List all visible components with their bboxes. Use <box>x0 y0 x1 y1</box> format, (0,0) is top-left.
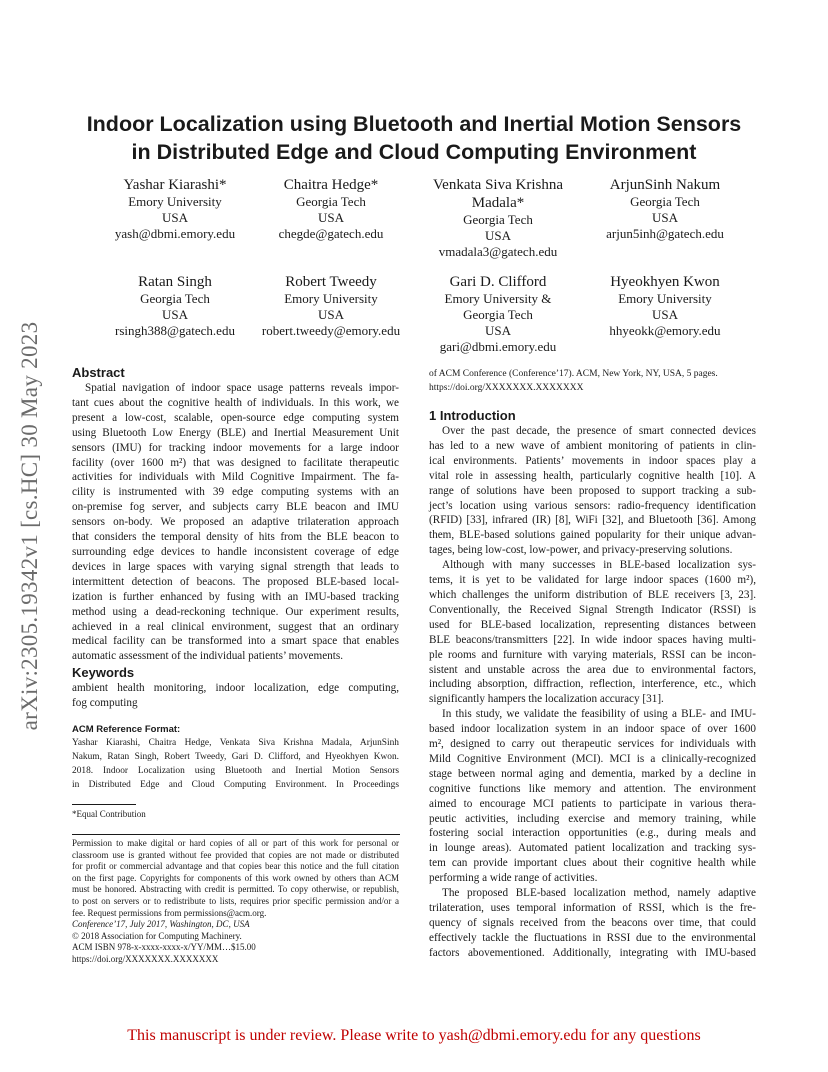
acm-reference-cont-line-1: of ACM Conference (Conference’17). ACM, New York, NY, USA, 5 pages. <box>429 369 718 379</box>
author-email: chegde@gatech.edu <box>278 226 384 241</box>
introduction-line: stage between normal aging and dementia, marked by a decline in <box>429 767 756 780</box>
footnote <box>72 809 399 821</box>
author-name-line-1: Venkata Siva Krishna <box>433 177 563 193</box>
arxiv-identifier: arXiv:2305.19342v1 [cs.HC] 30 May 2023 <box>17 321 42 731</box>
permission-line: © 2018 Association for Computing Machinery. <box>72 930 242 941</box>
footnote-text: *Equal Contribution <box>72 809 146 819</box>
abstract-line: sensors (IMU) for tracking indoor movements for a large indoor <box>72 441 399 454</box>
introduction-line: Mild Cognitive Environment (MCI). MCI is a clinically-recognized <box>429 752 756 765</box>
introduction-line: Although with many successes in BLE-based localization sys- <box>442 559 756 572</box>
author-email: hhyeokk@emory.edu <box>609 323 721 338</box>
introduction-line: The proposed BLE-based localization method, namely adaptive <box>442 887 756 900</box>
abstract-line: using Bluetooth Low Energy (BLE) and Inertial Measurement Unit <box>72 426 399 439</box>
abstract-line: achieved in a real clinical environment, suggest that an ordinary <box>72 620 399 633</box>
introduction-line: has led to a new wave of ambient monitoring of patients in clin- <box>429 439 756 452</box>
author-block <box>580 176 750 242</box>
author-block <box>413 176 583 260</box>
abstract-line: activities for individuals with Mild Cognitive Impairment. The fa- <box>72 471 399 484</box>
permission-line: ACM ISBN 978-x-xxxx-xxxx-x/YY/MM…$15.00 <box>72 942 256 953</box>
author-name-line-2: Madala* <box>471 195 525 211</box>
abstract-line: present a low-cost, scalable, open-source edge computing system <box>72 411 399 424</box>
introduction-line: sistent and unstable across the area due to environmental factors, <box>429 663 756 676</box>
introduction-line: Conventionally, the Received Signal Strength Indicator (RSSI) is <box>429 603 756 616</box>
acm-reference-body <box>72 736 399 793</box>
author-block <box>246 273 416 339</box>
abstract-line: devices in large spaces with varying signal strength that leads to <box>72 560 399 573</box>
abstract-line: surrounding edge devices to handle inconsistent coverage of edge <box>72 545 399 558</box>
abstract-body <box>72 381 399 664</box>
introduction-line: range of solutions have been proposed to support tracking a sub- <box>429 484 756 497</box>
acm-reference-heading: ACM Reference Format: <box>72 724 181 735</box>
acm-reference-line: Nakum, Ratan Singh, Robert Tweedy, Gari D. Clifford, and Hyeokhyen Kwon. <box>72 751 399 762</box>
abstract-line: ization is further enhanced by fusing with an IMU-based tracking <box>72 590 399 603</box>
keywords-body <box>72 681 399 711</box>
left-column <box>72 364 399 711</box>
permission-block <box>72 838 399 966</box>
permission-line: https://doi.org/XXXXXXX.XXXXXXX <box>72 953 219 964</box>
introduction-line: performing a wide range of activities. <box>429 872 598 885</box>
abstract-line: on-premise fog server, and subjects carry BLE beacon and IMU <box>72 501 399 514</box>
abstract-line: method using a dead-reckoning technique. Our experiment results, <box>72 605 399 618</box>
author-country: USA <box>161 210 188 225</box>
introduction-line: significantly hampers the localization accuracy [31]. <box>429 693 664 706</box>
author-block <box>413 273 583 355</box>
introduction-line: used for BLE-based localization, representing distances between <box>429 618 756 631</box>
introduction-line: vital role in assessing health, particularly cognitive health [10]. A <box>429 469 756 482</box>
acm-reference-line: in Distributed Edge and Cloud Computing Environment. In Proceedings <box>72 780 399 791</box>
author-affiliation: Emory University & <box>444 291 552 306</box>
author-affiliation: Georgia Tech <box>296 194 366 209</box>
author-name: Yashar Kiarashi* <box>123 177 227 193</box>
author-block <box>90 273 260 339</box>
title-line-2: in Distributed Edge and Cloud Computing Environment <box>131 140 697 164</box>
author-name: Gari D. Clifford <box>449 274 547 290</box>
introduction-line: ple rooms and furniture with varying materials, RSSI can be incon- <box>429 648 756 661</box>
abstract-line: that considers the temporal density of hits from the BLE beacon to <box>72 531 399 544</box>
introduction-line: ject’s location using various sensors: radio-frequency identification <box>429 499 756 512</box>
introduction-line: BLE beacons/transmitters [22]. In wide indoor spaces having multi- <box>429 633 756 646</box>
acm-reference-line: 2018. Indoor Localization using Bluetooth and Inertial Motion Sensors <box>72 766 399 777</box>
author-affiliation: Georgia Tech <box>463 212 533 227</box>
author-email: vmadala3@gatech.edu <box>438 244 558 259</box>
abstract-line: cility is instrumented with 39 edge computing systems with an <box>72 486 399 499</box>
author-email: arjun5inh@gatech.edu <box>606 226 724 241</box>
permission-body <box>72 838 399 966</box>
author-name: ArjunSinh Nakum <box>609 177 721 193</box>
author-country: USA <box>651 210 678 225</box>
introduction-line: Over the past decade, the presence of smart connected devices <box>442 425 756 437</box>
arxiv-stamp <box>10 276 50 776</box>
introduction-line: (RFID) [33], infrared (IR) [8], WiFi [32], and Bluetooth [36]. Among <box>429 514 756 527</box>
introduction-line: in lounge areas). Automated patient localization and tracking sys- <box>429 842 756 855</box>
acm-reference-continued <box>429 367 756 381</box>
abstract-heading: Abstract <box>72 365 125 380</box>
abstract-line: sensors on-body. We proposed an adaptive trilateration approach <box>72 516 399 529</box>
acm-reference-line: Yashar Kiarashi, Chaitra Hedge, Venkata Siva Krishna Madala, ArjunSinh <box>72 737 399 748</box>
introduction-line: them, BLE-based solutions gained popularity for their unique advan- <box>429 529 756 542</box>
introduction-line: effectively tackle the fluctuations in RSSI due to the environmental <box>429 931 756 944</box>
introduction-line: based indoor localization system in an indoor space of over 1600 <box>429 723 756 736</box>
author-country: USA <box>161 307 188 322</box>
manuscript-review-notice: This manuscript is under review. Please write to yash@dbmi.emory.edu for any questions <box>127 1027 701 1044</box>
author-affiliation: Emory University <box>618 291 712 306</box>
introduction-line: m², designed to carry out therapeutic services for individuals with <box>429 738 756 751</box>
acm-reference <box>72 724 399 793</box>
permission-rule <box>72 834 400 835</box>
introduction-line: tages, being low-cost, low-power, and privacy-preserving solutions. <box>429 544 733 557</box>
introduction-heading: 1 Introduction <box>429 408 516 423</box>
author-email: robert.tweedy@emory.edu <box>261 323 401 338</box>
author-country: USA <box>317 307 344 322</box>
author-affiliation: Emory University <box>284 291 378 306</box>
author-country: USA <box>484 323 511 338</box>
introduction-line: quency of signals received from the beacons over time, that could <box>429 916 756 929</box>
introduction-line: which challenges the uniform distribution of BLE receivers [3, 23]. <box>429 588 756 601</box>
introduction-line: fostering social interaction opportunities (e.g., during meals and <box>429 827 756 840</box>
author-block <box>580 273 750 339</box>
introduction-line: including absorption, diffraction, reflection, interference, etc., which <box>429 678 756 691</box>
author-affiliation: Emory University <box>128 194 222 209</box>
introduction-line: trilateration, uses temporal information of RSSI, which is the fre- <box>429 902 756 914</box>
author-country: USA <box>484 228 511 243</box>
author-email: rsingh388@gatech.edu <box>115 323 235 338</box>
permission-line: Permission to make digital or hard copies of all or part of this work for personal or <box>72 838 399 848</box>
acm-reference-doi: https://doi.org/XXXXXXX.XXXXXXX <box>429 383 584 393</box>
footnote-rule <box>72 804 136 805</box>
author-name: Chaitra Hedge* <box>283 177 379 193</box>
author-country: USA <box>651 307 678 322</box>
right-column <box>429 367 756 961</box>
introduction-line: peutic activities, including exercise and memory training, while <box>429 812 756 825</box>
permission-line: must be honored. Abstracting with credit is permitted. To copy otherwise, or republish, <box>72 884 399 895</box>
introduction-line: tems, it is yet to be validated for large indoor spaces (1600 m²), <box>429 574 756 587</box>
author-country: USA <box>317 210 344 225</box>
keywords-line: ambient health monitoring, indoor localization, edge computing, <box>72 682 399 695</box>
author-name: Ratan Singh <box>138 274 212 290</box>
abstract-line: Spatial navigation of indoor space usage patterns reveals impor- <box>85 382 399 394</box>
abstract-line: medical facility can be transformed into a smart space that enables <box>72 635 399 648</box>
author-block <box>246 176 416 242</box>
keywords-heading: Keywords <box>72 665 135 681</box>
keywords-line: fog computing <box>72 697 138 710</box>
author-affiliation: Georgia Tech <box>630 194 700 209</box>
author-affiliation: Georgia Tech <box>463 307 533 322</box>
introduction-line: ical environments. Patients’ movements in indoor spaces play a <box>429 454 756 467</box>
introduction-line: aimed to encourage MCI patients to participate in various thera- <box>429 797 756 810</box>
introduction-line: tem can provide important clues about their cognitive health while <box>429 857 756 870</box>
paper-title <box>70 110 758 166</box>
permission-line: Conference’17, July 2017, Washington, DC, USA <box>72 919 250 930</box>
permission-line: for profit or commercial advantage and that copies bear this notice and the full citation <box>72 861 399 872</box>
abstract-line: facility (over 1600 m²) that was designed to facilitate therapeutic <box>72 456 399 469</box>
introduction-line: factors abovementioned. Additionally, integrating with IMU-based <box>429 946 756 959</box>
author-block <box>90 176 260 242</box>
author-name: Robert Tweedy <box>285 274 377 290</box>
introduction-body <box>429 424 756 961</box>
introduction-line: In this study, we validate the feasibility of using a BLE- and IMU- <box>442 708 756 721</box>
title-line-1: Indoor Localization using Bluetooth and Inertial Motion Sensors <box>86 112 742 136</box>
author-affiliation: Georgia Tech <box>140 291 210 306</box>
permission-line: to post on servers or to redistribute to lists, requires prior specific permission and/or a <box>72 895 399 906</box>
author-email: gari@dbmi.emory.edu <box>439 339 557 354</box>
permission-line: on the first page. Copyrights for components of this work owned by others than ACM <box>72 872 399 883</box>
permission-line: fee. Request permissions from permissions@acm.org. <box>72 907 267 918</box>
author-email: yash@dbmi.emory.edu <box>114 226 236 241</box>
abstract-line: tant cues about the cognitive health of individuals. In this work, we <box>72 396 399 409</box>
abstract-line: intermittent detection of beacons. The proposed BLE-based local- <box>72 575 399 588</box>
abstract-line: automatic assessment of the individual patients’ movements. <box>72 650 344 663</box>
introduction-line: cognitive functions like memory and attention. The environment <box>429 782 756 795</box>
author-name: Hyeokhyen Kwon <box>610 274 720 290</box>
permission-line: classroom use is granted without fee provided that copies are not made or distributed <box>72 849 399 860</box>
